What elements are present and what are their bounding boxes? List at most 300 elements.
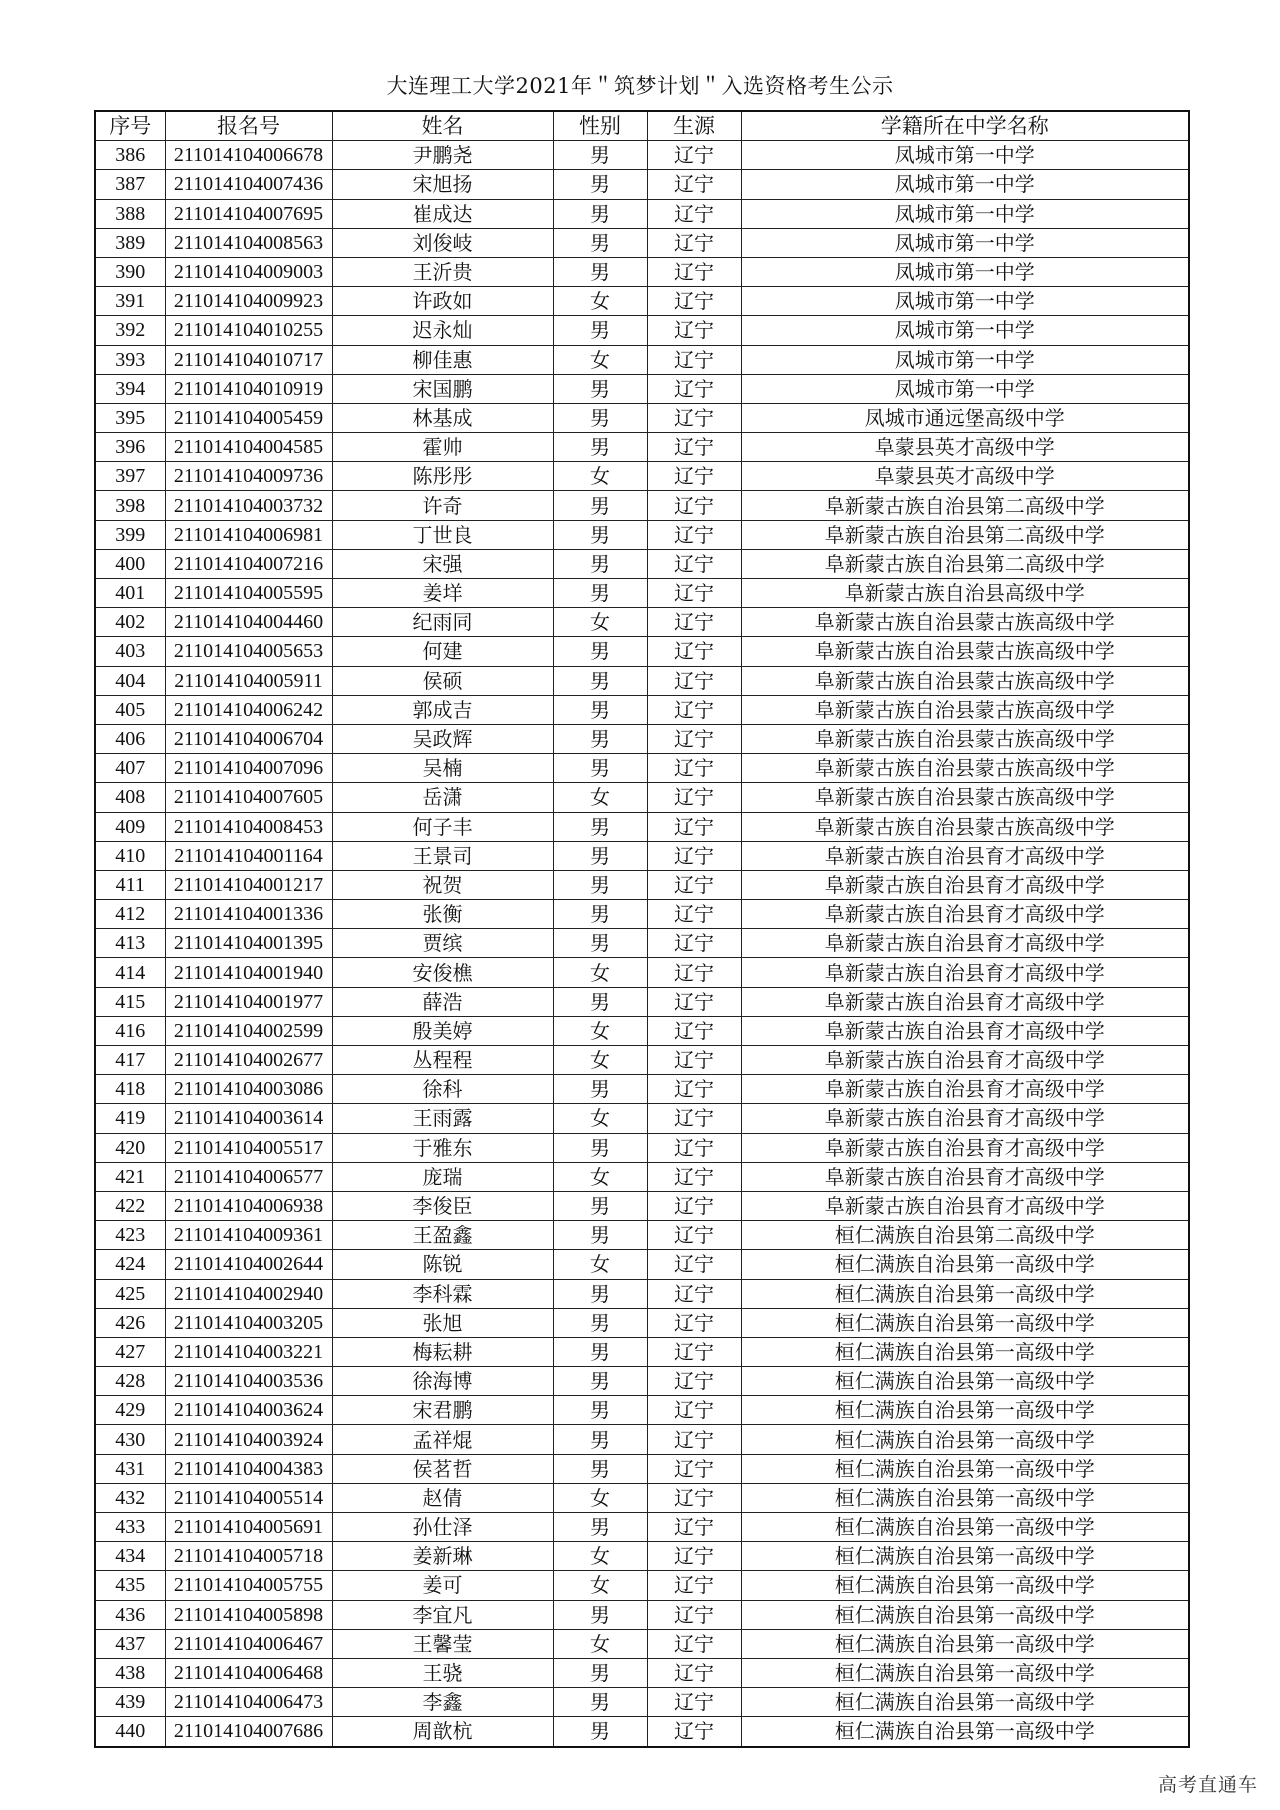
- cell-reg-no: 211014104006468: [165, 1658, 332, 1687]
- cell-reg-no: 211014104001977: [165, 987, 332, 1016]
- cell-gender: 女: [553, 1250, 647, 1279]
- cell-gender: 男: [553, 141, 647, 170]
- table-row: [95, 695, 1189, 724]
- watermark-text: 高考直通车: [1157, 1774, 1258, 1796]
- table-body: [95, 141, 1189, 1747]
- cell-origin: 辽宁: [647, 987, 741, 1016]
- cell-origin: 辽宁: [647, 170, 741, 199]
- cell-name: 许奇: [332, 491, 553, 520]
- cell-gender: 男: [553, 228, 647, 257]
- cell-gender: 男: [553, 724, 647, 753]
- cell-origin: 辽宁: [647, 1600, 741, 1629]
- cell-school: 凤城市第一中学: [741, 287, 1189, 316]
- cell-school: 桓仁满族自治县第一高级中学: [741, 1454, 1189, 1483]
- table-row: [95, 1688, 1189, 1717]
- cell-name: 宋强: [332, 549, 553, 578]
- cell-name: 丁世良: [332, 520, 553, 549]
- table-row: [95, 1221, 1189, 1250]
- cell-origin: 辽宁: [647, 1308, 741, 1337]
- cell-name: 姜新琳: [332, 1542, 553, 1571]
- cell-gender: 男: [553, 403, 647, 432]
- cell-origin: 辽宁: [647, 199, 741, 228]
- cell-name: 庞瑞: [332, 1162, 553, 1191]
- column-header-name: 姓名: [332, 111, 553, 141]
- cell-seq: 433: [95, 1513, 165, 1542]
- cell-reg-no: 211014104009003: [165, 257, 332, 286]
- cell-name: 许政如: [332, 287, 553, 316]
- cell-gender: 女: [553, 1104, 647, 1133]
- cell-name: 姜可: [332, 1571, 553, 1600]
- table-row: [95, 1104, 1189, 1133]
- cell-school: 桓仁满族自治县第一高级中学: [741, 1250, 1189, 1279]
- cell-origin: 辽宁: [647, 1104, 741, 1133]
- cell-school: 阜新蒙古族自治县育才高级中学: [741, 841, 1189, 870]
- cell-seq: 423: [95, 1221, 165, 1250]
- cell-gender: 男: [553, 257, 647, 286]
- table-row: [95, 870, 1189, 899]
- column-header-reg-no: 报名号: [165, 111, 332, 141]
- cell-seq: 400: [95, 549, 165, 578]
- cell-school: 桓仁满族自治县第一高级中学: [741, 1717, 1189, 1747]
- cell-school: 桓仁满族自治县第一高级中学: [741, 1367, 1189, 1396]
- cell-gender: 男: [553, 316, 647, 345]
- cell-seq: 408: [95, 783, 165, 812]
- table-row: [95, 1279, 1189, 1308]
- table-row: [95, 724, 1189, 753]
- cell-school: 桓仁满族自治县第一高级中学: [741, 1688, 1189, 1717]
- cell-reg-no: 211014104003205: [165, 1308, 332, 1337]
- cell-seq: 402: [95, 608, 165, 637]
- cell-seq: 425: [95, 1279, 165, 1308]
- cell-school: 阜新蒙古族自治县蒙古族高级中学: [741, 608, 1189, 637]
- cell-name: 纪雨同: [332, 608, 553, 637]
- table-row: [95, 1542, 1189, 1571]
- cell-gender: 女: [553, 783, 647, 812]
- table-row: [95, 1600, 1189, 1629]
- cell-school: 桓仁满族自治县第二高级中学: [741, 1221, 1189, 1250]
- table-row: [95, 1454, 1189, 1483]
- cell-origin: 辽宁: [647, 929, 741, 958]
- cell-name: 徐海博: [332, 1367, 553, 1396]
- cell-school: 桓仁满族自治县第一高级中学: [741, 1396, 1189, 1425]
- cell-name: 张衡: [332, 900, 553, 929]
- cell-name: 王盈鑫: [332, 1221, 553, 1250]
- cell-origin: 辽宁: [647, 1396, 741, 1425]
- cell-school: 桓仁满族自治县第一高级中学: [741, 1279, 1189, 1308]
- cell-reg-no: 211014104005718: [165, 1542, 332, 1571]
- table-row: [95, 1396, 1189, 1425]
- cell-origin: 辽宁: [647, 1075, 741, 1104]
- cell-seq: 417: [95, 1046, 165, 1075]
- cell-reg-no: 211014104001164: [165, 841, 332, 870]
- cell-reg-no: 211014104003221: [165, 1337, 332, 1366]
- cell-seq: 439: [95, 1688, 165, 1717]
- table-row: [95, 491, 1189, 520]
- cell-reg-no: 211014104001217: [165, 870, 332, 899]
- cell-reg-no: 211014104005755: [165, 1571, 332, 1600]
- cell-gender: 男: [553, 666, 647, 695]
- cell-name: 王沂贵: [332, 257, 553, 286]
- cell-seq: 395: [95, 403, 165, 432]
- table-row: [95, 1046, 1189, 1075]
- cell-seq: 428: [95, 1367, 165, 1396]
- cell-seq: 404: [95, 666, 165, 695]
- cell-origin: 辽宁: [647, 462, 741, 491]
- cell-reg-no: 211014104006938: [165, 1191, 332, 1220]
- cell-seq: 406: [95, 724, 165, 753]
- cell-gender: 男: [553, 1367, 647, 1396]
- cell-school: 桓仁满族自治县第一高级中学: [741, 1571, 1189, 1600]
- cell-gender: 女: [553, 958, 647, 987]
- table-row: [95, 841, 1189, 870]
- table-row: [95, 1162, 1189, 1191]
- cell-school: 阜新蒙古族自治县育才高级中学: [741, 1162, 1189, 1191]
- cell-seq: 421: [95, 1162, 165, 1191]
- cell-seq: 420: [95, 1133, 165, 1162]
- table-row: [95, 1250, 1189, 1279]
- cell-school: 阜新蒙古族自治县育才高级中学: [741, 1075, 1189, 1104]
- cell-seq: 432: [95, 1483, 165, 1512]
- cell-gender: 男: [553, 433, 647, 462]
- cell-origin: 辽宁: [647, 1454, 741, 1483]
- cell-gender: 女: [553, 1483, 647, 1512]
- cell-reg-no: 211014104001395: [165, 929, 332, 958]
- cell-gender: 女: [553, 608, 647, 637]
- cell-reg-no: 211014104010255: [165, 316, 332, 345]
- cell-origin: 辽宁: [647, 520, 741, 549]
- table-row: [95, 345, 1189, 374]
- cell-seq: 430: [95, 1425, 165, 1454]
- cell-origin: 辽宁: [647, 637, 741, 666]
- cell-reg-no: 211014104006577: [165, 1162, 332, 1191]
- cell-reg-no: 211014104005653: [165, 637, 332, 666]
- cell-gender: 女: [553, 1571, 647, 1600]
- cell-origin: 辽宁: [647, 783, 741, 812]
- cell-school: 阜蒙县英才高级中学: [741, 433, 1189, 462]
- cell-name: 祝贺: [332, 870, 553, 899]
- cell-gender: 男: [553, 1221, 647, 1250]
- cell-name: 李俊臣: [332, 1191, 553, 1220]
- cell-origin: 辽宁: [647, 579, 741, 608]
- cell-name: 岳潇: [332, 783, 553, 812]
- cell-school: 桓仁满族自治县第一高级中学: [741, 1513, 1189, 1542]
- cell-name: 郭成吉: [332, 695, 553, 724]
- cell-gender: 男: [553, 520, 647, 549]
- cell-name: 王景司: [332, 841, 553, 870]
- cell-seq: 401: [95, 579, 165, 608]
- cell-seq: 429: [95, 1396, 165, 1425]
- cell-name: 李鑫: [332, 1688, 553, 1717]
- cell-reg-no: 211014104008563: [165, 228, 332, 257]
- cell-name: 崔成达: [332, 199, 553, 228]
- cell-seq: 413: [95, 929, 165, 958]
- cell-reg-no: 211014104002940: [165, 1279, 332, 1308]
- cell-gender: 女: [553, 1016, 647, 1045]
- cell-name: 霍帅: [332, 433, 553, 462]
- cell-school: 阜新蒙古族自治县育才高级中学: [741, 1191, 1189, 1220]
- cell-seq: 393: [95, 345, 165, 374]
- cell-seq: 431: [95, 1454, 165, 1483]
- cell-name: 迟永灿: [332, 316, 553, 345]
- cell-reg-no: 211014104002644: [165, 1250, 332, 1279]
- table-row: [95, 1717, 1189, 1747]
- cell-gender: 男: [553, 1688, 647, 1717]
- cell-reg-no: 211014104005595: [165, 579, 332, 608]
- cell-reg-no: 211014104007436: [165, 170, 332, 199]
- cell-seq: 386: [95, 141, 165, 170]
- cell-gender: 男: [553, 1717, 647, 1747]
- cell-school: 阜新蒙古族自治县第二高级中学: [741, 549, 1189, 578]
- cell-school: 凤城市第一中学: [741, 170, 1189, 199]
- cell-reg-no: 211014104010919: [165, 374, 332, 403]
- cell-origin: 辽宁: [647, 228, 741, 257]
- cell-name: 丛程程: [332, 1046, 553, 1075]
- cell-gender: 男: [553, 987, 647, 1016]
- cell-seq: 415: [95, 987, 165, 1016]
- cell-reg-no: 211014104009736: [165, 462, 332, 491]
- cell-gender: 男: [553, 1075, 647, 1104]
- cell-seq: 436: [95, 1600, 165, 1629]
- cell-origin: 辽宁: [647, 287, 741, 316]
- cell-reg-no: 211014104006473: [165, 1688, 332, 1717]
- candidate-table: [94, 110, 1190, 1748]
- table-row: [95, 900, 1189, 929]
- cell-school: 阜新蒙古族自治县蒙古族高级中学: [741, 637, 1189, 666]
- column-header-origin: 生源: [647, 111, 741, 141]
- table-row: [95, 958, 1189, 987]
- cell-school: 阜新蒙古族自治县高级中学: [741, 579, 1189, 608]
- cell-name: 何建: [332, 637, 553, 666]
- cell-school: 阜新蒙古族自治县第二高级中学: [741, 491, 1189, 520]
- cell-origin: 辽宁: [647, 1221, 741, 1250]
- cell-reg-no: 211014104004383: [165, 1454, 332, 1483]
- table-row: [95, 549, 1189, 578]
- cell-origin: 辽宁: [647, 812, 741, 841]
- cell-school: 阜蒙县英才高级中学: [741, 462, 1189, 491]
- cell-origin: 辽宁: [647, 1046, 741, 1075]
- cell-origin: 辽宁: [647, 1337, 741, 1366]
- cell-name: 梅耘耕: [332, 1337, 553, 1366]
- table-row: [95, 1367, 1189, 1396]
- cell-name: 吴楠: [332, 754, 553, 783]
- cell-gender: 男: [553, 637, 647, 666]
- cell-reg-no: 211014104005459: [165, 403, 332, 432]
- cell-school: 凤城市第一中学: [741, 257, 1189, 286]
- cell-school: 阜新蒙古族自治县育才高级中学: [741, 870, 1189, 899]
- cell-gender: 男: [553, 929, 647, 958]
- table-header-row: [95, 111, 1189, 141]
- cell-name: 孙仕泽: [332, 1513, 553, 1542]
- cell-seq: 399: [95, 520, 165, 549]
- cell-seq: 397: [95, 462, 165, 491]
- cell-school: 桓仁满族自治县第一高级中学: [741, 1629, 1189, 1658]
- cell-name: 林基成: [332, 403, 553, 432]
- cell-school: 阜新蒙古族自治县蒙古族高级中学: [741, 754, 1189, 783]
- cell-school: 桓仁满族自治县第一高级中学: [741, 1542, 1189, 1571]
- table-row: [95, 170, 1189, 199]
- cell-school: 凤城市第一中学: [741, 345, 1189, 374]
- table-row: [95, 1513, 1189, 1542]
- cell-school: 阜新蒙古族自治县育才高级中学: [741, 1046, 1189, 1075]
- cell-gender: 男: [553, 1425, 647, 1454]
- table-row: [95, 1425, 1189, 1454]
- page-title: 大连理工大学2021年＂筑梦计划＂入选资格考生公示: [386, 74, 894, 98]
- cell-name: 周歆杭: [332, 1717, 553, 1747]
- cell-origin: 辽宁: [647, 1542, 741, 1571]
- cell-reg-no: 211014104010717: [165, 345, 332, 374]
- cell-reg-no: 211014104006467: [165, 1629, 332, 1658]
- cell-reg-no: 211014104007216: [165, 549, 332, 578]
- cell-school: 阜新蒙古族自治县育才高级中学: [741, 1016, 1189, 1045]
- cell-origin: 辽宁: [647, 1571, 741, 1600]
- cell-seq: 405: [95, 695, 165, 724]
- table-row: [95, 433, 1189, 462]
- cell-seq: 407: [95, 754, 165, 783]
- cell-origin: 辽宁: [647, 1133, 741, 1162]
- cell-seq: 422: [95, 1191, 165, 1220]
- cell-origin: 辽宁: [647, 1250, 741, 1279]
- cell-origin: 辽宁: [647, 1016, 741, 1045]
- cell-seq: 391: [95, 287, 165, 316]
- cell-seq: 435: [95, 1571, 165, 1600]
- cell-origin: 辽宁: [647, 1629, 741, 1658]
- cell-origin: 辽宁: [647, 257, 741, 286]
- cell-seq: 414: [95, 958, 165, 987]
- cell-reg-no: 211014104005691: [165, 1513, 332, 1542]
- cell-gender: 男: [553, 695, 647, 724]
- table-row: [95, 199, 1189, 228]
- cell-reg-no: 211014104003536: [165, 1367, 332, 1396]
- cell-name: 薛浩: [332, 987, 553, 1016]
- cell-seq: 440: [95, 1717, 165, 1747]
- cell-origin: 辽宁: [647, 403, 741, 432]
- cell-gender: 男: [553, 870, 647, 899]
- table-row: [95, 257, 1189, 286]
- column-header-school: 学籍所在中学名称: [741, 111, 1189, 141]
- cell-seq: 424: [95, 1250, 165, 1279]
- cell-school: 凤城市第一中学: [741, 316, 1189, 345]
- cell-reg-no: 211014104007096: [165, 754, 332, 783]
- cell-reg-no: 211014104001336: [165, 900, 332, 929]
- table-row: [95, 462, 1189, 491]
- cell-name: 姜垟: [332, 579, 553, 608]
- cell-school: 桓仁满族自治县第一高级中学: [741, 1658, 1189, 1687]
- cell-reg-no: 211014104006704: [165, 724, 332, 753]
- cell-origin: 辽宁: [647, 1483, 741, 1512]
- table-row: [95, 1191, 1189, 1220]
- cell-school: 阜新蒙古族自治县蒙古族高级中学: [741, 783, 1189, 812]
- cell-gender: 男: [553, 1454, 647, 1483]
- table-row: [95, 1483, 1189, 1512]
- cell-reg-no: 211014104003732: [165, 491, 332, 520]
- table-row: [95, 228, 1189, 257]
- cell-reg-no: 211014104007605: [165, 783, 332, 812]
- cell-name: 徐科: [332, 1075, 553, 1104]
- cell-gender: 女: [553, 345, 647, 374]
- cell-seq: 416: [95, 1016, 165, 1045]
- cell-gender: 男: [553, 1337, 647, 1366]
- cell-origin: 辽宁: [647, 1279, 741, 1308]
- table-row: [95, 666, 1189, 695]
- cell-origin: 辽宁: [647, 345, 741, 374]
- cell-gender: 男: [553, 1279, 647, 1308]
- cell-seq: 411: [95, 870, 165, 899]
- table-row: [95, 520, 1189, 549]
- cell-origin: 辽宁: [647, 724, 741, 753]
- table-row: [95, 1133, 1189, 1162]
- cell-school: 阜新蒙古族自治县育才高级中学: [741, 929, 1189, 958]
- cell-school: 阜新蒙古族自治县蒙古族高级中学: [741, 666, 1189, 695]
- table-row: [95, 637, 1189, 666]
- cell-seq: 434: [95, 1542, 165, 1571]
- cell-school: 凤城市第一中学: [741, 141, 1189, 170]
- table-row: [95, 812, 1189, 841]
- cell-reg-no: 211014104004460: [165, 608, 332, 637]
- cell-reg-no: 211014104004585: [165, 433, 332, 462]
- cell-origin: 辽宁: [647, 1658, 741, 1687]
- cell-name: 李宜凡: [332, 1600, 553, 1629]
- cell-name: 侯茗哲: [332, 1454, 553, 1483]
- cell-gender: 男: [553, 549, 647, 578]
- cell-school: 凤城市第一中学: [741, 228, 1189, 257]
- cell-school: 阜新蒙古族自治县蒙古族高级中学: [741, 812, 1189, 841]
- cell-origin: 辽宁: [647, 1367, 741, 1396]
- cell-name: 尹鹏尧: [332, 141, 553, 170]
- cell-seq: 388: [95, 199, 165, 228]
- cell-school: 阜新蒙古族自治县蒙古族高级中学: [741, 724, 1189, 753]
- cell-school: 阜新蒙古族自治县育才高级中学: [741, 1104, 1189, 1133]
- table-row: [95, 1337, 1189, 1366]
- cell-seq: 390: [95, 257, 165, 286]
- cell-origin: 辽宁: [647, 1191, 741, 1220]
- cell-gender: 男: [553, 1396, 647, 1425]
- cell-gender: 女: [553, 1046, 647, 1075]
- cell-name: 赵倩: [332, 1483, 553, 1512]
- table-row: [95, 608, 1189, 637]
- cell-school: 桓仁满族自治县第一高级中学: [741, 1337, 1189, 1366]
- cell-seq: 438: [95, 1658, 165, 1687]
- cell-seq: 418: [95, 1075, 165, 1104]
- cell-gender: 男: [553, 1133, 647, 1162]
- cell-origin: 辽宁: [647, 141, 741, 170]
- cell-name: 吴政辉: [332, 724, 553, 753]
- cell-name: 刘俊岐: [332, 228, 553, 257]
- cell-name: 王馨莹: [332, 1629, 553, 1658]
- cell-reg-no: 211014104003624: [165, 1396, 332, 1425]
- cell-school: 阜新蒙古族自治县蒙古族高级中学: [741, 695, 1189, 724]
- cell-seq: 410: [95, 841, 165, 870]
- cell-name: 柳佳惠: [332, 345, 553, 374]
- cell-gender: 男: [553, 1513, 647, 1542]
- cell-origin: 辽宁: [647, 958, 741, 987]
- cell-reg-no: 211014104007686: [165, 1717, 332, 1747]
- cell-origin: 辽宁: [647, 900, 741, 929]
- table-row: [95, 987, 1189, 1016]
- cell-reg-no: 211014104001940: [165, 958, 332, 987]
- cell-seq: 387: [95, 170, 165, 199]
- cell-origin: 辽宁: [647, 1425, 741, 1454]
- cell-reg-no: 211014104003924: [165, 1425, 332, 1454]
- cell-origin: 辽宁: [647, 1513, 741, 1542]
- cell-seq: 412: [95, 900, 165, 929]
- cell-school: 阜新蒙古族自治县育才高级中学: [741, 958, 1189, 987]
- cell-reg-no: 211014104007695: [165, 199, 332, 228]
- cell-origin: 辽宁: [647, 549, 741, 578]
- cell-reg-no: 211014104003086: [165, 1075, 332, 1104]
- cell-origin: 辽宁: [647, 841, 741, 870]
- cell-school: 凤城市通远堡高级中学: [741, 403, 1189, 432]
- cell-gender: 男: [553, 1658, 647, 1687]
